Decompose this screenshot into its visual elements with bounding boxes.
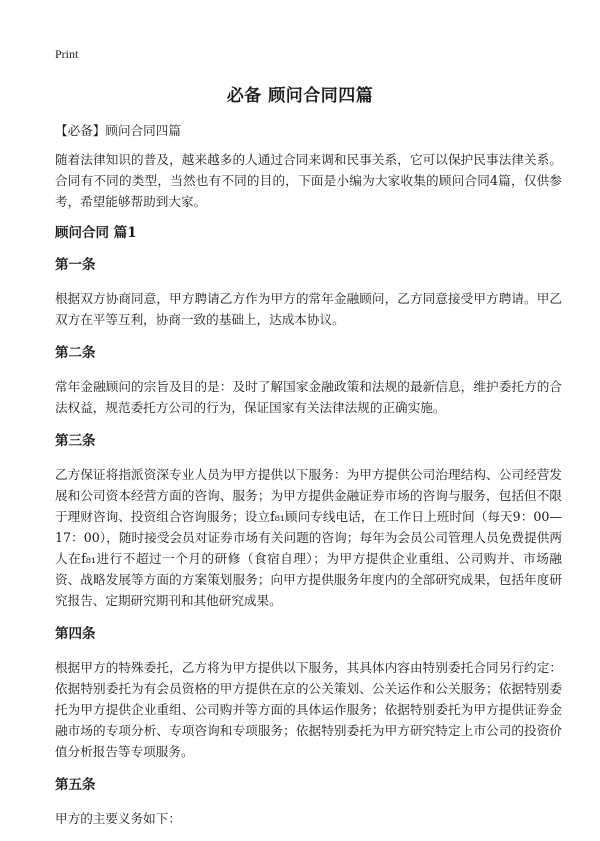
- section-2-text: 常年金融顾问的宗旨及目的是：及时了解国家金融政策和法规的最新信息，维护委托方的合法权益，规范委托方公司的行为，保证国家有关法律法规的正确实施。: [55, 379, 562, 415]
- section-5-text: 甲方的主要义务如下：: [55, 811, 181, 826]
- section-3-text: 乙方保证将指派资深专业人员为甲方提供以下服务：为甲方提供公司治理结构、公司经营发展和公司资本经营方面的咨询、服务；为甲方提供金融证券市场的咨询与服务，包括但不限于理财咨询、投资组合咨询服务；设立f₈₁顾问专线电话，在工作日上班时间（每天9：00—17：00），随时接受会员对证券市场有关问题的咨询；每年为会员公司管理人员免费提供两人在f₈₁进行不超过一个月的研修（食宿自理）；为甲方提供企业重组、公司购并、市场融资、战略发展等方面的方案策划服务；向甲方提供服务年度内的全部研究成果，包括年度研究报告、定期研究期刊和其他研究成果。: [55, 467, 562, 608]
- section-5-heading: 第五条: [55, 777, 96, 793]
- document-body: [55, 120, 562, 841]
- section-1-heading: 第一条: [55, 257, 96, 273]
- section-1-text: 根据双方协商同意，甲方聘请乙方作为甲方的常年金融顾问，乙方同意接受甲方聘请。甲乙双方在平等互利，协商一致的基础上，达成本协议。: [55, 291, 562, 327]
- intro-paragraph: 随着法律知识的普及，越来越多的人通过合同来调和民事关系，它可以保护民事法律关系。合同有不同的类型，当然也有不同的目的，下面是小编为大家收集的顾问合同4篇，仅供参考，希望能够帮助到大家。: [55, 152, 562, 209]
- contract-title: 顾问合同 篇1: [55, 225, 137, 241]
- document-subtitle: 【必备】顾问合同四篇: [55, 123, 181, 138]
- section-3-heading: 第三条: [55, 433, 96, 449]
- section-4-text: 根据甲方的特殊委托，乙方将为甲方提供以下服务，其具体内容由特别委托合同另行约定：依据特别委托为有会员资格的甲方提供在京的公关策划、公关运作和公关服务；依据特别委托为甲方提供企业重组、公司购并等方面的具体运作服务；依据特别委托为甲方提供证券金融市场的专项分析、专项咨询和专项服务；依据特别委托为甲方研究特定上市公司的投资价值分析报告等专项服务。: [55, 660, 562, 759]
- document-title: 必备 顾问合同四篇: [226, 86, 374, 106]
- section-2-heading: 第二条: [55, 345, 96, 361]
- section-4-heading: 第四条: [55, 626, 96, 642]
- print-link[interactable]: Print: [55, 47, 79, 61]
